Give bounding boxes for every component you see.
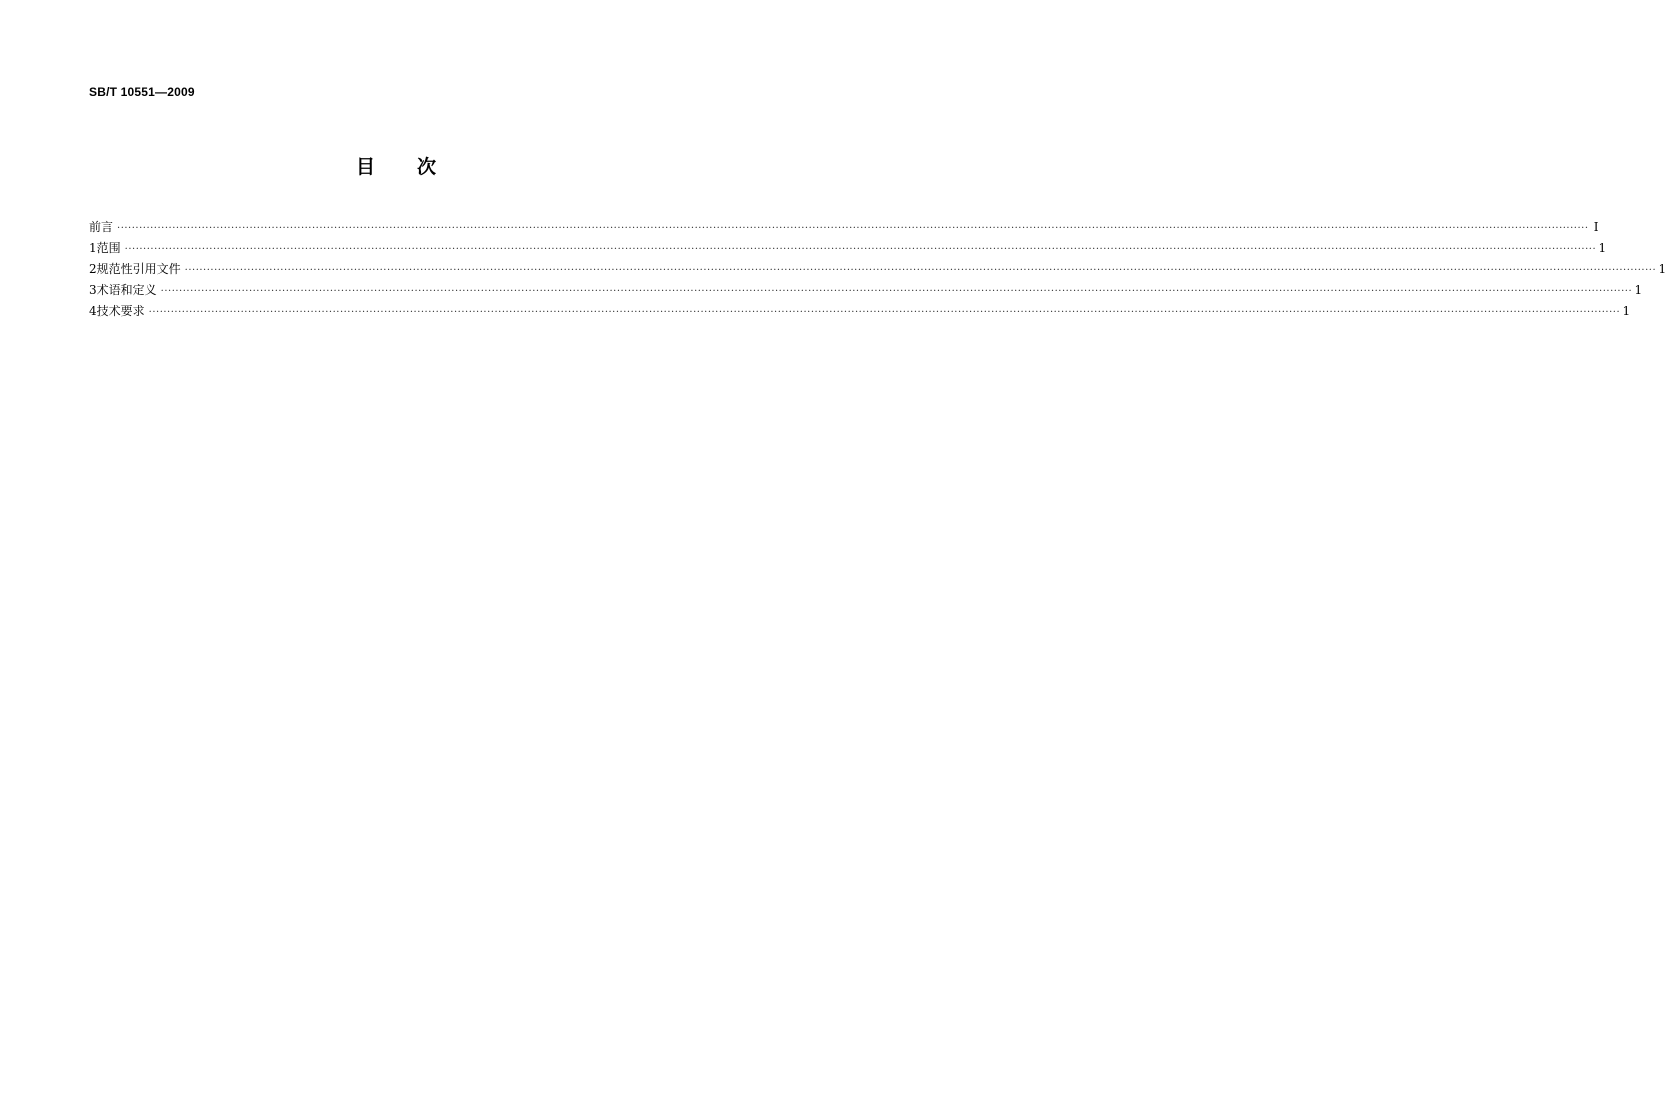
toc-entry-label: 规范性引用文件 [96, 262, 181, 276]
toc-entry-label: 前言 [89, 220, 114, 234]
page-title [0, 152, 792, 179]
toc-entry-page: 1 [1598, 241, 1607, 255]
toc-entry-scope[interactable] [89, 238, 1607, 259]
toc-leader-dots: ················································································································································································································································································································································································································ [184, 265, 1657, 276]
toc-leader-dots: ················································································································································································································································································································································································································ [124, 244, 1597, 255]
toc-entry-label: 技术要求 [96, 304, 145, 318]
toc-entry-page: 1 [1634, 283, 1643, 297]
toc-leader-dots: ················································································································································································································································································································································································································ [117, 223, 1589, 234]
toc-entry-label: 范围 [96, 241, 121, 255]
toc-entry-terms-definitions[interactable] [89, 280, 1643, 301]
toc-entry-foreword[interactable] [89, 217, 1599, 238]
title-char-left: 目 [355, 156, 375, 178]
toc-entry-normative-references[interactable] [89, 259, 1666, 280]
title-char-right: 次 [417, 156, 437, 178]
table-of-contents [89, 217, 1666, 322]
toc-entry-label: 术语和定义 [96, 283, 157, 297]
toc-entry-number: 2 [89, 262, 97, 276]
toc-entry-technical-requirements[interactable] [89, 301, 1631, 322]
toc-leader-dots: ················································································································································································································································································································································································································ [148, 307, 1621, 318]
toc-entry-page: 1 [1658, 262, 1666, 276]
standard-code: SB/T 10551—2009 [89, 85, 195, 99]
toc-entry-number: 1 [89, 241, 97, 255]
toc-leader-dots: ················································································································································································································································································································································································································ [160, 286, 1633, 297]
toc-entry-number: 4 [89, 304, 97, 318]
toc-entry-page: Ⅰ [1593, 220, 1599, 234]
toc-entry-page: 1 [1622, 304, 1631, 318]
toc-entry-number: 3 [89, 283, 97, 297]
